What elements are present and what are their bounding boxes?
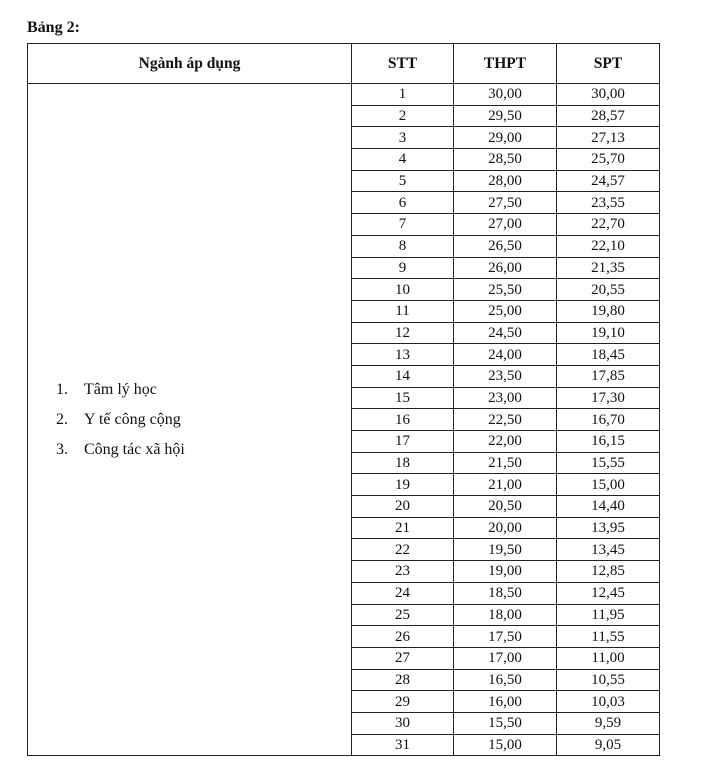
cell-spt: 20,55	[557, 279, 660, 301]
cell-thpt: 22,00	[454, 431, 557, 453]
cell-spt: 14,40	[557, 496, 660, 518]
majors-cell	[28, 84, 352, 756]
major-number: 3.	[56, 440, 68, 458]
cell-spt: 15,55	[557, 452, 660, 474]
major-name: Y tế công cộng	[84, 410, 181, 428]
cell-stt: 30	[352, 712, 454, 734]
cell-thpt: 21,00	[454, 474, 557, 496]
cell-thpt: 17,00	[454, 647, 557, 669]
cell-thpt: 23,50	[454, 365, 557, 387]
cell-thpt: 21,50	[454, 452, 557, 474]
header-thpt: THPT	[454, 44, 557, 84]
cell-stt: 19	[352, 474, 454, 496]
cell-thpt: 29,50	[454, 105, 557, 127]
cell-thpt: 27,00	[454, 214, 557, 236]
cell-spt: 22,10	[557, 235, 660, 257]
score-table	[27, 43, 660, 756]
cell-thpt: 16,00	[454, 691, 557, 713]
cell-spt: 11,00	[557, 647, 660, 669]
cell-thpt: 24,50	[454, 322, 557, 344]
cell-stt: 23	[352, 561, 454, 583]
cell-spt: 28,57	[557, 105, 660, 127]
cell-thpt: 20,00	[454, 517, 557, 539]
cell-thpt: 25,50	[454, 279, 557, 301]
cell-spt: 10,03	[557, 691, 660, 713]
cell-spt: 16,15	[557, 431, 660, 453]
cell-spt: 24,57	[557, 170, 660, 192]
major-number: 1.	[56, 380, 68, 398]
major-item	[56, 380, 351, 400]
cell-spt: 27,13	[557, 127, 660, 149]
cell-stt: 28	[352, 669, 454, 691]
cell-stt: 13	[352, 344, 454, 366]
cell-thpt: 22,50	[454, 409, 557, 431]
cell-thpt: 18,00	[454, 604, 557, 626]
cell-spt: 12,85	[557, 561, 660, 583]
cell-thpt: 29,00	[454, 127, 557, 149]
cell-thpt: 30,00	[454, 84, 557, 106]
cell-stt: 15	[352, 387, 454, 409]
cell-stt: 5	[352, 170, 454, 192]
cell-thpt: 15,50	[454, 712, 557, 734]
cell-thpt: 19,50	[454, 539, 557, 561]
cell-spt: 19,10	[557, 322, 660, 344]
cell-spt: 19,80	[557, 300, 660, 322]
cell-spt: 18,45	[557, 344, 660, 366]
cell-spt: 12,45	[557, 582, 660, 604]
major-list	[28, 380, 351, 460]
cell-spt: 13,45	[557, 539, 660, 561]
cell-spt: 25,70	[557, 149, 660, 171]
cell-thpt: 26,50	[454, 235, 557, 257]
header-stt: STT	[352, 44, 454, 84]
major-item	[56, 440, 351, 460]
cell-stt: 4	[352, 149, 454, 171]
cell-spt: 13,95	[557, 517, 660, 539]
cell-stt: 8	[352, 235, 454, 257]
table-body	[28, 84, 660, 756]
cell-spt: 23,55	[557, 192, 660, 214]
cell-thpt: 15,00	[454, 734, 557, 756]
cell-spt: 11,95	[557, 604, 660, 626]
cell-stt: 17	[352, 431, 454, 453]
major-name: Công tác xã hội	[84, 440, 185, 458]
cell-spt: 30,00	[557, 84, 660, 106]
cell-spt: 16,70	[557, 409, 660, 431]
major-name: Tâm lý học	[84, 380, 157, 398]
cell-spt: 9,05	[557, 734, 660, 756]
cell-spt: 17,85	[557, 365, 660, 387]
cell-thpt: 16,50	[454, 669, 557, 691]
cell-thpt: 23,00	[454, 387, 557, 409]
cell-stt: 7	[352, 214, 454, 236]
cell-stt: 26	[352, 626, 454, 648]
header-spt: SPT	[557, 44, 660, 84]
table-row	[28, 84, 660, 106]
cell-thpt: 18,50	[454, 582, 557, 604]
cell-spt: 9,59	[557, 712, 660, 734]
cell-thpt: 25,00	[454, 300, 557, 322]
cell-thpt: 24,00	[454, 344, 557, 366]
cell-stt: 12	[352, 322, 454, 344]
cell-stt: 20	[352, 496, 454, 518]
cell-stt: 3	[352, 127, 454, 149]
cell-stt: 14	[352, 365, 454, 387]
cell-thpt: 17,50	[454, 626, 557, 648]
header-row	[28, 44, 660, 84]
major-item	[56, 410, 351, 430]
cell-stt: 22	[352, 539, 454, 561]
cell-spt: 22,70	[557, 214, 660, 236]
table-caption: Bảng 2:	[27, 19, 80, 36]
cell-stt: 1	[352, 84, 454, 106]
cell-spt: 10,55	[557, 669, 660, 691]
cell-thpt: 28,50	[454, 149, 557, 171]
cell-stt: 11	[352, 300, 454, 322]
cell-thpt: 28,00	[454, 170, 557, 192]
cell-thpt: 20,50	[454, 496, 557, 518]
cell-thpt: 19,00	[454, 561, 557, 583]
cell-thpt: 27,50	[454, 192, 557, 214]
cell-stt: 25	[352, 604, 454, 626]
cell-stt: 21	[352, 517, 454, 539]
cell-stt: 18	[352, 452, 454, 474]
header-major: Ngành áp dụng	[28, 44, 352, 84]
cell-spt: 15,00	[557, 474, 660, 496]
cell-stt: 10	[352, 279, 454, 301]
cell-spt: 17,30	[557, 387, 660, 409]
cell-spt: 21,35	[557, 257, 660, 279]
cell-stt: 31	[352, 734, 454, 756]
cell-thpt: 26,00	[454, 257, 557, 279]
cell-stt: 27	[352, 647, 454, 669]
cell-stt: 9	[352, 257, 454, 279]
cell-spt: 11,55	[557, 626, 660, 648]
cell-stt: 29	[352, 691, 454, 713]
cell-stt: 6	[352, 192, 454, 214]
cell-stt: 24	[352, 582, 454, 604]
cell-stt: 16	[352, 409, 454, 431]
major-number: 2.	[56, 410, 68, 428]
cell-stt: 2	[352, 105, 454, 127]
